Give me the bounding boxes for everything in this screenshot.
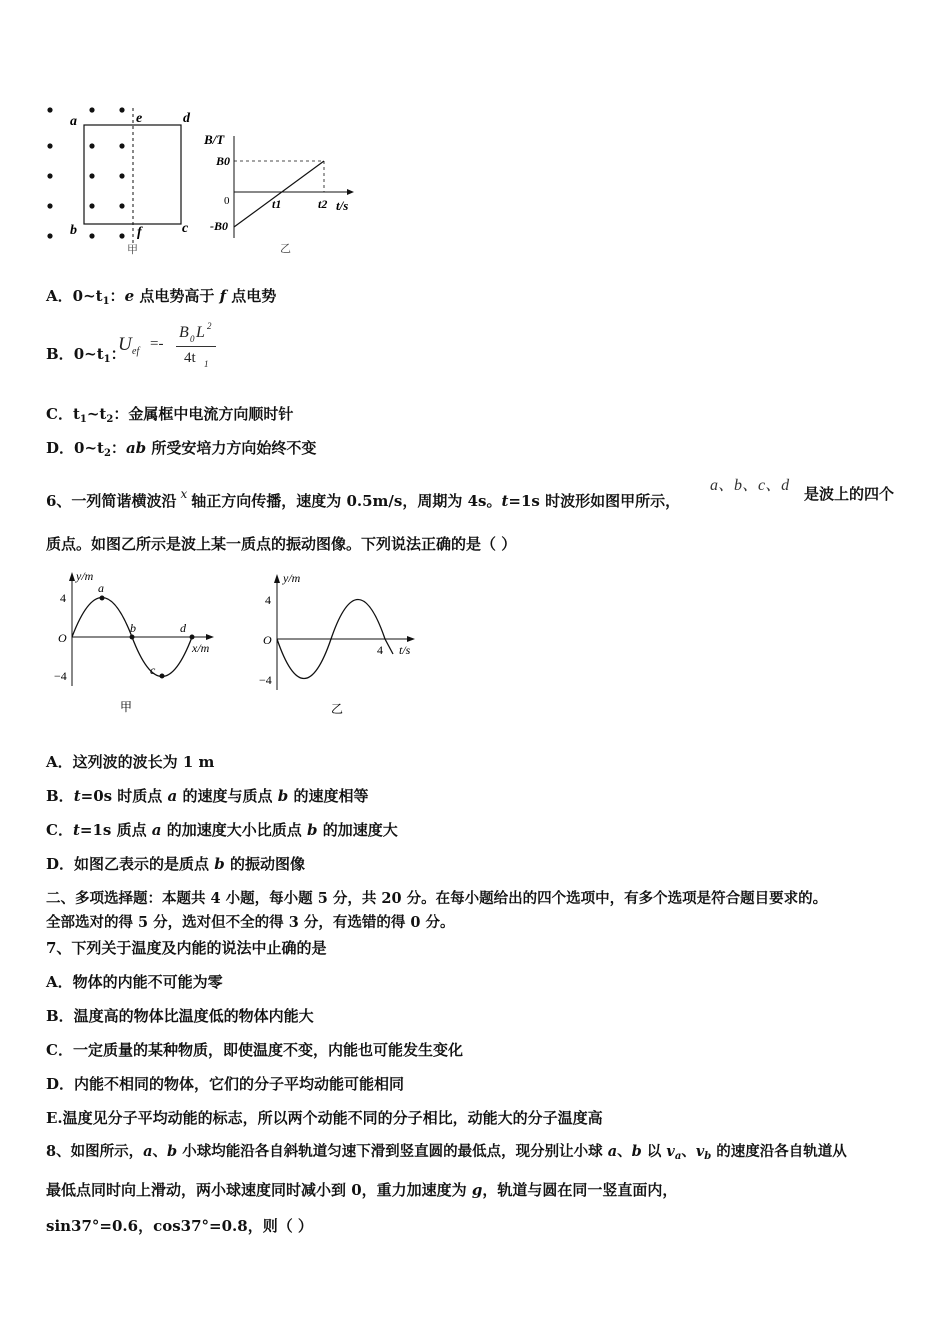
figure-b-t-graph	[200, 128, 360, 258]
q7-option-a[interactable]: A．物体的内能不可能为零	[46, 973, 223, 991]
q6-stem-line1: 6、一列简谐横波沿 $^x$ 轴正方向传播，速度为 0.5m/s，周期为 4s。t=1s 时波形如图甲所示，	[46, 487, 681, 510]
point-b	[130, 635, 135, 640]
label-e: e	[136, 111, 143, 126]
section2-scoring: 全部选对的得 5 分，选对但不全的得 3 分，有选错的得 0 分。	[46, 914, 455, 931]
point-c	[160, 674, 165, 679]
svg-text:b: b	[130, 621, 136, 635]
svg-text:−4: −4	[259, 673, 272, 687]
svg-text:−4: −4	[54, 669, 67, 683]
q8-stem-line2: 最低点同时向上滑动，两小球速度同时减小到 0，重力加速度为 g，轨道与圆在同一竖直面内，	[46, 1181, 678, 1199]
q5-option-b[interactable]: B．$0\sim t_1$：	[46, 345, 126, 365]
svg-text:4: 4	[60, 591, 66, 605]
svg-text:y/m: y/m	[283, 571, 301, 585]
caption-jia-q6: 甲	[120, 700, 133, 714]
q6-option-a[interactable]: A．这列波的波长为 1 m	[46, 753, 215, 771]
q7-stem: 7、下列关于温度及内能的说法中止确的是	[46, 939, 327, 957]
vibration-graph-yi	[255, 568, 425, 720]
q7-option-c[interactable]: C．一定质量的某种物质，即使温度不变，内能也可能发生变化	[46, 1041, 463, 1059]
wave-graph-jia	[50, 566, 230, 718]
svg-text:O: O	[58, 631, 67, 645]
figure-magnetic-field-frame	[40, 98, 210, 258]
neg-b0-label: -B0	[210, 219, 228, 233]
origin-label: 0	[224, 195, 230, 207]
q6-points-label: a、b、c、d	[710, 477, 790, 494]
label-d: d	[183, 111, 190, 126]
svg-text:c: c	[150, 663, 156, 677]
point-d	[190, 635, 195, 640]
svg-text:y/m: y/m	[76, 569, 94, 583]
q6-option-b[interactable]: B．t=0s 时质点 a 的速度与质点 b 的速度相等	[46, 787, 369, 805]
label-b: b	[70, 223, 77, 238]
point-a	[100, 596, 105, 601]
label-c: c	[182, 221, 189, 236]
q7-option-b[interactable]: B．温度高的物体比温度低的物体内能大	[46, 1007, 314, 1025]
label-f: f	[137, 225, 142, 240]
field-dots	[47, 107, 124, 238]
q5-formula: U ef =- B 0 L 2 4t 1	[118, 322, 228, 372]
b0-label: B0	[216, 154, 231, 168]
q5-option-c[interactable]: C．$t_1\sim t_2$：金属框中电流方向顺时针	[46, 405, 294, 425]
caption-yi: 乙	[280, 243, 291, 255]
svg-text:O: O	[263, 633, 272, 647]
q5-option-d[interactable]: D．$0\sim t_2$：ab 所受安培力方向始终不变	[46, 439, 317, 459]
q8-stem-line3: sin37°=0.6，cos37°=0.8，则（ ）	[46, 1217, 313, 1235]
x-axis-label: t/s	[336, 198, 349, 213]
label-a: a	[70, 114, 77, 129]
q6-option-d[interactable]: D．如图乙表示的是质点 b 的振动图像	[46, 855, 305, 873]
y-axis-label: B/T	[204, 132, 225, 147]
svg-text:t/s: t/s	[399, 643, 411, 657]
q8-stem-line1: 8、如图所示，a、b 小球均能沿各自斜轨道匀速下滑到竖直圆的最低点，现分别让小球 a、b 以 $v_a$、$v_b$ 的速度沿各自轨道从	[46, 1143, 847, 1162]
svg-text:4: 4	[265, 593, 271, 607]
section2-heading: 二、多项选择题：本题共 4 小题，每小题 5 分，共 20 分。在每小题给出的四个选项中，有多个选项是符合题目要求的。	[46, 890, 828, 907]
caption-jia: 甲	[127, 244, 138, 256]
svg-text:x/m: x/m	[192, 641, 210, 655]
svg-text:a: a	[98, 581, 104, 595]
q6-stem-line2: 质点。如图乙所示是波上某一质点的振动图像。下列说法正确的是（ ）	[46, 535, 517, 553]
q7-option-d[interactable]: D．内能不相同的物体，它们的分子平均动能可能相同	[46, 1075, 405, 1093]
svg-text:d: d	[180, 621, 186, 635]
q7-option-e[interactable]: E.温度见分子平均动能的标志，所以两个动能不同的分子相比，动能大的分子温度高	[46, 1109, 603, 1127]
svg-text:4: 4	[377, 643, 383, 657]
q6-stem-line1-end: 是波上的四个	[804, 485, 895, 503]
caption-yi-q6: 乙	[331, 702, 344, 716]
t1-label: t1	[272, 197, 282, 211]
b-line	[234, 161, 324, 227]
q5-option-a[interactable]: A．$0\sim t_1$：e 点电势高于 f 点电势	[46, 287, 277, 307]
t2-label: t2	[318, 197, 328, 211]
q6-option-c[interactable]: C．t=1s 质点 a 的加速度大小比质点 b 的加速度大	[46, 821, 398, 839]
